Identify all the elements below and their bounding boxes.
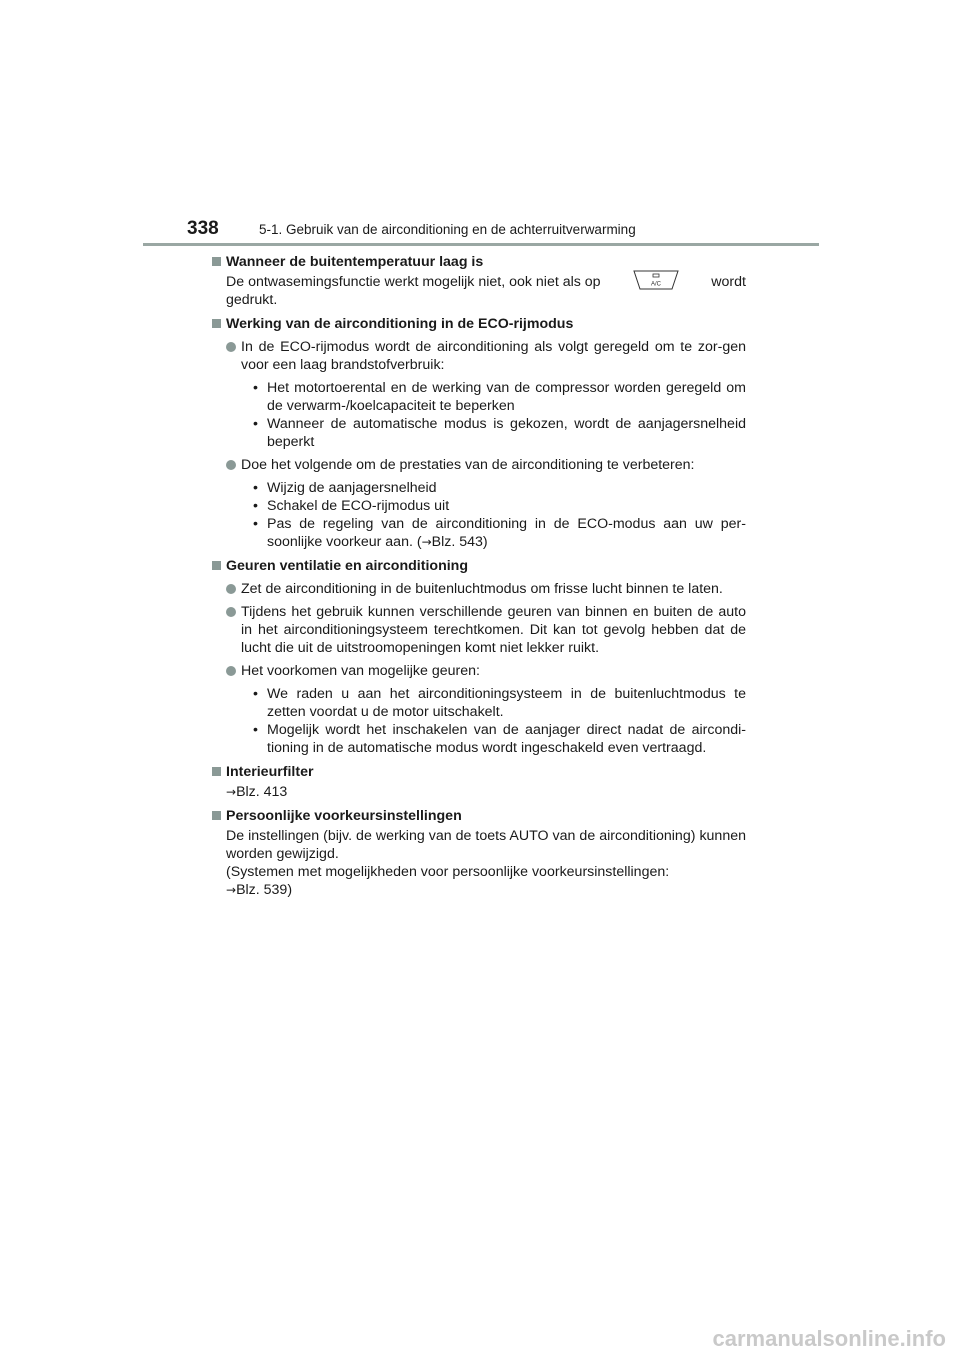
watermark: carmanualsonline.info: [712, 1326, 946, 1351]
section-title: Interieurfilter: [226, 764, 314, 780]
header-rule: [143, 243, 819, 246]
section-title: Persoonlijke voorkeursinstellingen: [226, 808, 462, 824]
section-heading-cabin-filter: [211, 763, 746, 781]
bullet-text: Zet de airconditioning in de buitenluchtmodus om frisse lucht binnen te laten.: [241, 581, 723, 597]
section-heading-eco-mode: [211, 315, 746, 333]
sub-item-text: Schakel de ECO-rijmodus uit: [267, 498, 450, 514]
bullet-text: Het voorkomen van mogelijke geuren:: [241, 663, 480, 679]
sub-list-item: [253, 379, 746, 415]
bullet-item: [211, 338, 746, 374]
paragraph-text: (Systemen met mogelijkheden voor persoonlijke voorkeursinstellingen:: [226, 864, 670, 880]
page-reference: Blz. 539): [236, 882, 293, 898]
sub-item-text: Het motortoerental en de werking van de compressor worden geregeld om de verwarm-/koelcapaciteit te beperken: [267, 380, 746, 414]
square-marker-icon: [212, 257, 221, 266]
square-marker-icon: [212, 811, 221, 820]
paragraph-text: De ontwasemingsfunctie werkt mogelijk niet, ook niet als op: [226, 274, 601, 290]
sub-bullet-icon: •: [253, 416, 258, 432]
sub-item-text: Mogelijk wordt het inschakelen van de aanjager direct nadat de aircondi-tioning in de automatische modus wordt ingeschakeld even vertraagd.: [267, 722, 746, 756]
sub-bullet-icon: •: [253, 380, 258, 396]
bullet-text: Doe het volgende om de prestaties van de airconditioning te verbeteren:: [241, 457, 695, 473]
section-heading-personal-settings: [211, 807, 746, 825]
bullet-text: In de ECO-rijmodus wordt de airconditioning als volgt geregeld om te zor-gen voor een laag brandstofverbruik:: [241, 339, 746, 373]
paragraph: [211, 827, 746, 899]
section-heading-low-temperature: [211, 253, 746, 271]
paragraph: [211, 273, 746, 309]
chapter-title: 5-1. Gebruik van de airconditioning en de achterruitverwarming: [259, 222, 636, 237]
sub-list-item: [253, 721, 746, 757]
bullet-item: [211, 580, 746, 598]
square-marker-icon: [212, 561, 221, 570]
section-heading-odors: [211, 557, 746, 575]
page-reference: Blz. 543: [431, 534, 483, 550]
sub-bullet-icon: •: [253, 686, 258, 702]
arrow-right-icon: →: [421, 535, 432, 549]
sub-bullet-icon: •: [253, 516, 258, 532]
sub-list-item: [253, 685, 746, 721]
sub-item-text: Wanneer de automatische modus is gekozen, wordt de aanjagersnelheid beperkt: [267, 416, 746, 450]
ac-button-label: A/C: [650, 281, 661, 288]
bullet-item: [211, 603, 746, 657]
section-title: Geuren ventilatie en airconditioning: [226, 558, 469, 574]
sub-list-item: [253, 415, 746, 451]
sub-item-text: Pas de regeling van de airconditioning in de ECO-modus aan uw per-soonlijke voorkeur aan. (: [267, 516, 746, 550]
section-title: Werking van de airconditioning in de ECO-rijmodus: [226, 316, 574, 332]
page-reference: Blz. 413: [236, 784, 288, 800]
bullet-item: [211, 662, 746, 680]
circle-bullet-icon: [226, 666, 236, 676]
section-title: Wanneer de buitentemperatuur laag is: [226, 254, 484, 270]
page-content: [211, 253, 746, 899]
paragraph-text: gedrukt.: [226, 292, 278, 308]
paragraph: [211, 783, 746, 801]
sub-bullet-icon: •: [253, 722, 258, 738]
page-number: 338: [187, 218, 219, 239]
bullet-item: [211, 456, 746, 474]
paragraph-text: De instellingen (bijv. de werking van de toets AUTO van de airconditioning) kunnen worden gewijzigd.: [226, 828, 746, 862]
circle-bullet-icon: [226, 460, 236, 470]
sub-list-item: [253, 515, 746, 551]
circle-bullet-icon: [226, 342, 236, 352]
arrow-right-icon: →: [226, 883, 237, 897]
sub-list-item: [253, 497, 746, 515]
sub-list: [211, 379, 746, 451]
square-marker-icon: [212, 319, 221, 328]
sub-item-text: ): [482, 534, 488, 550]
sub-item-text: Wijzig de aanjagersnelheid: [267, 480, 437, 496]
sub-bullet-icon: •: [253, 498, 258, 514]
sub-list: [211, 479, 746, 551]
square-marker-icon: [212, 767, 221, 776]
ac-button-icon: [632, 269, 680, 291]
sub-item-text: We raden u aan het airconditioningsysteem in de buitenluchtmodus te zetten voordat u de motor uitschakelt.: [267, 686, 746, 720]
bullet-text: Tijdens het gebruik kunnen verschillende geuren van binnen en buiten de auto in het airconditioningsysteem terechtkomen. Dit kan tot gevolg hebben dat de lucht die uit de uitstroomopeningen komt niet lekker ruikt.: [241, 604, 746, 656]
sub-list-item: [253, 479, 746, 497]
paragraph-text: wordt: [711, 274, 746, 290]
sub-bullet-icon: •: [253, 480, 258, 496]
circle-bullet-icon: [226, 584, 236, 594]
arrow-right-icon: →: [226, 785, 237, 799]
sub-list: [211, 685, 746, 757]
circle-bullet-icon: [226, 607, 236, 617]
